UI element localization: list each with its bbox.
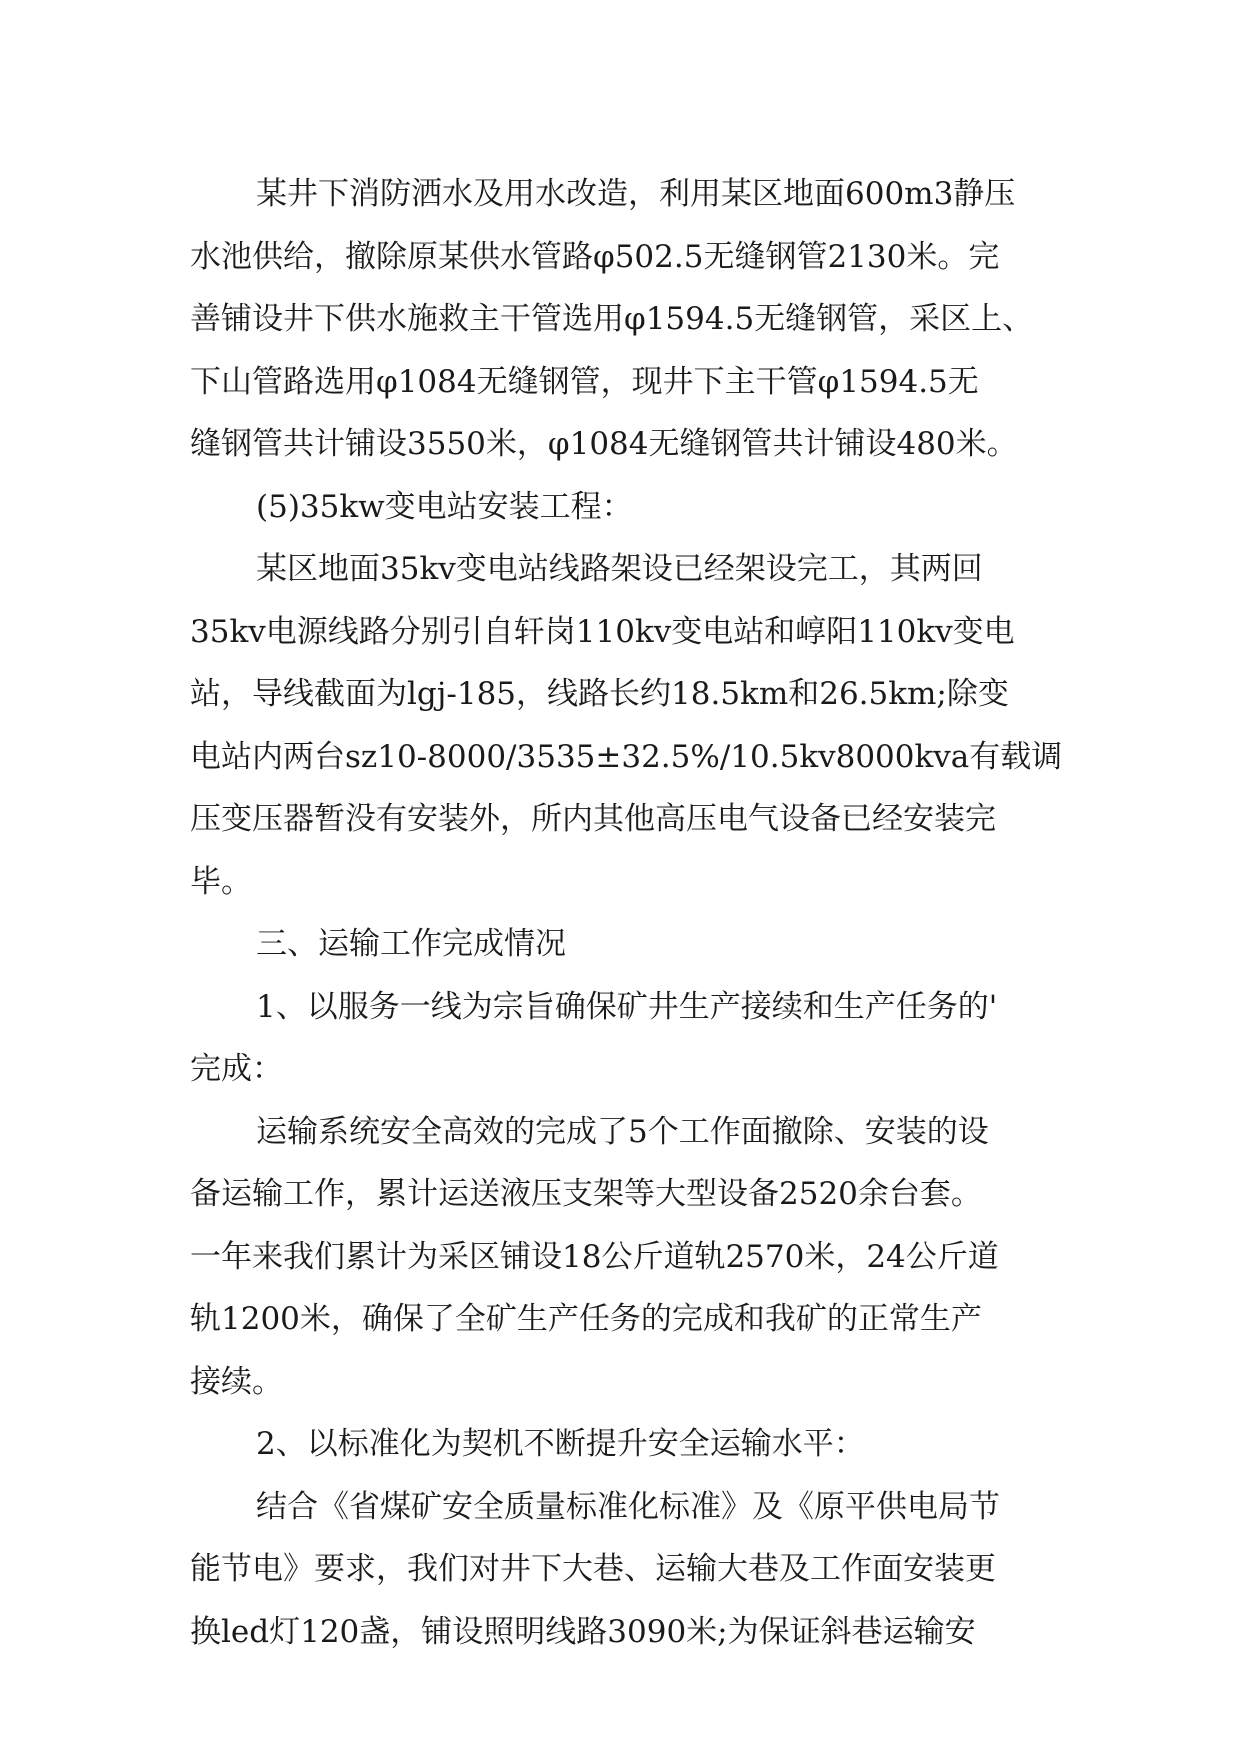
paragraph-line: 轨1200米，确保了全矿生产任务的完成和我矿的正常生产 <box>190 1301 982 1337</box>
subsection-heading: 1、以服务一线为宗旨确保矿井生产接续和生产任务的' <box>256 988 998 1025</box>
paragraph-line: 毕。 <box>190 863 252 900</box>
paragraph-line: 下山管路选用φ1084无缝钢管，现井下主干管φ1594.5无 <box>190 363 979 400</box>
paragraph-line: 接续。 <box>190 1363 283 1400</box>
paragraph-line: 缝钢管共计铺设3550米，φ1084无缝钢管共计铺设480米。 <box>190 426 1018 462</box>
paragraph-line: 某井下消防洒水及用水改造，利用某区地面600m3静压 <box>256 176 1016 212</box>
section-heading: (5)35kw变电站安装工程： <box>256 488 633 525</box>
section-heading: 三、运输工作完成情况 <box>256 926 566 962</box>
document-body <box>190 163 1063 1663</box>
subsection-heading: 2、以标准化为契机不断提升安全运输水平： <box>256 1426 865 1462</box>
subsection-heading: 完成： <box>190 1051 283 1087</box>
paragraph-line: 善铺设井下供水施救主干管选用φ1594.5无缝钢管，采区上、 <box>190 301 1034 337</box>
paragraph-line: 一年来我们累计为采区铺设18公斤道轨2570米，24公斤道 <box>190 1238 999 1275</box>
paragraph-line: 运输系统安全高效的完成了5个工作面撤除、安装的设 <box>256 1113 989 1150</box>
paragraph-line: 换led灯120盏，铺设照明线路3090米;为保证斜巷运输安 <box>190 1613 976 1650</box>
paragraph-line: 某区地面35kv变电站线路架设已经架设完工，其两回 <box>256 551 983 587</box>
paragraph-line: 压变压器暂没有安装外，所内其他高压电气设备已经安装完 <box>190 801 996 837</box>
paragraph-line: 结合《省煤矿安全质量标准化标准》及《原平供电局节 <box>256 1488 1000 1525</box>
paragraph-line: 能节电》要求，我们对井下大巷、运输大巷及工作面安装更 <box>190 1551 996 1587</box>
paragraph-line: 站，导线截面为lgj-185，线路长约18.5km和26.5km;除变 <box>190 676 1009 712</box>
paragraph-line: 电站内两台sz10-8000/3535±32.5%/10.5kv8000kva有载调 <box>190 738 1063 775</box>
paragraph-line: 备运输工作，累计运送液压支架等大型设备2520余台套。 <box>190 1176 982 1212</box>
paragraph-line: 水池供给，撤除原某供水管路φ502.5无缝钢管2130米。完 <box>190 238 1000 275</box>
paragraph-line: 35kv电源线路分别引自轩岗110kv变电站和崞阳110kv变电 <box>190 613 1015 650</box>
